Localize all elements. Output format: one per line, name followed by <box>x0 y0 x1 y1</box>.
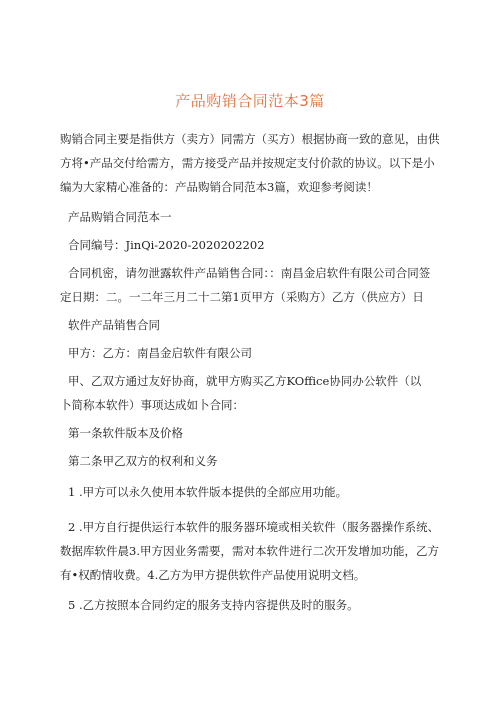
clause-5: 5 .乙方按照本合同约定的服务支持内容提供及时的服务。 <box>68 598 359 612</box>
article-1-heading: 第一条软件版本及价格 <box>68 426 183 440</box>
contract-parties: 甲方：乙方：南昌金启软件有限公司 <box>68 346 252 360</box>
agreement-line-1: 甲、乙双方通过友好协商，就甲方购买乙方KOffice协同办公软件（以 <box>68 374 422 388</box>
clause-2-line-2: 数据库软件晨3.甲方因业务需要，需对本软件进行二次开发增加功能，乙方 <box>60 544 439 558</box>
clause-1: 1 .甲方可以永久使用本软件版本提供的全部应用功能。 <box>68 485 348 499</box>
confidential-line-2: 定日期：二。一二年三月二十二第1页甲方（采购方）乙方（供应方）日 <box>60 290 424 304</box>
agreement-line-2: 卜简称本软件）事项达成如卜合同： <box>60 398 244 412</box>
intro-line-1: 购销合同主要是指供方（卖方）同需方（买方）根据协商一致的意见，由供 <box>60 132 440 146</box>
section-heading: 产品购销合同范本一 <box>68 210 172 224</box>
intro-line-3: 编为大家精心准备的：产品购销合同范本3篇，欢迎参考阅读！ <box>60 180 378 194</box>
document-title: 产品购销合同范本3篇 <box>175 92 325 110</box>
article-2-heading: 第二条甲乙双方的权利和义务 <box>68 454 218 468</box>
clause-2-line-3: 有•权酌情收费。4.乙方为甲方提供软件产品使用说明文档。 <box>60 568 366 582</box>
intro-line-2: 方将•产品交付给需方，需方接受产品并按规定支付价款的协议。以下是小 <box>60 156 435 170</box>
contract-number: 合同编号：JinQi-2020-2020202202 <box>68 238 265 252</box>
contract-name: 软件产品销售合同 <box>68 318 160 332</box>
confidential-line-1: 合同机密，请勿泄露软件产品销售合同：：南昌金启软件有限公司合同签 <box>68 266 431 280</box>
clause-2-line-1: 2 .甲方自行提供运行本软件的服务器环境或相关软件（服务器操作系统、 <box>68 520 440 534</box>
